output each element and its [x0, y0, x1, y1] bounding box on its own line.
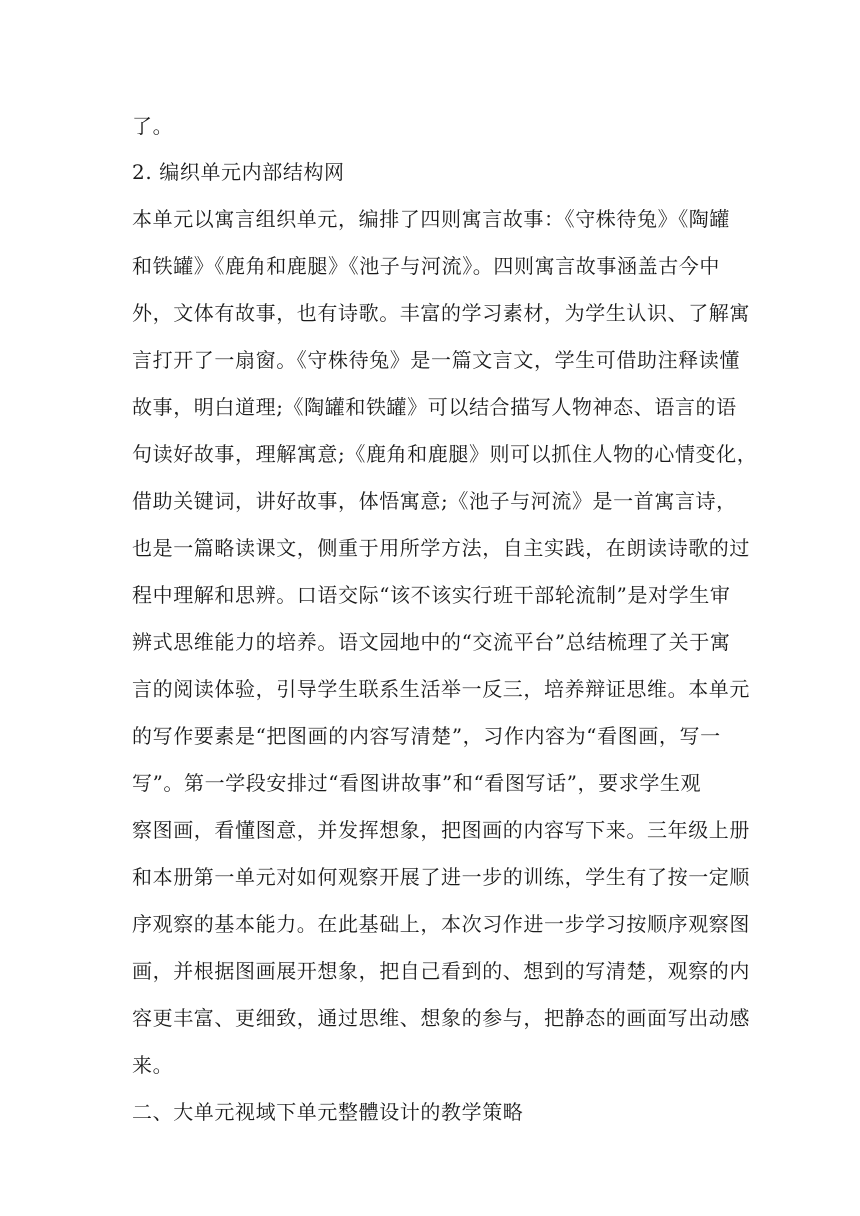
text-line: 来。: [132, 1053, 174, 1077]
text-line: 本单元以寓言组织单元，编排了四则寓言故事：《守株待兔》《陶罐: [132, 207, 730, 231]
text-line: 句读好故事，理解寓意;《鹿角和鹿腿》则可以抓住人物的心情变化，: [132, 442, 758, 466]
text-line: 辨式思维能力的培养。语文园地中的“交流平台”总结梳理了关于寓: [132, 630, 731, 654]
text-line: 程中理解和思辨。口语交际“该不该实行班干部轮流制”是对学生审: [132, 583, 731, 607]
text-line: 故事，明白道理;《陶罐和铁罐》可以结合描写人物神态、语言的语: [132, 395, 737, 419]
text-line: 容更丰富、更细致，通过思维、想象的参与，把静态的画面写出动感: [132, 1006, 750, 1030]
text-line: 画，并根据图画展开想象，把自己看到的、想到的写清楚，观察的内: [132, 959, 750, 983]
text-line: 和铁罐》《鹿角和鹿腿》《池子与河流》。四则寓言故事涵盖古今中: [132, 254, 720, 278]
section-heading: 2. 编织单元内部结构网: [132, 160, 345, 184]
text-line: 言打开了一扇窗。《守株待兔》是一篇文言文，学生可借助注释读懂: [132, 348, 740, 372]
text-line: 了。: [132, 114, 174, 138]
text-line: 借助关键词，讲好故事，体悟寓意;《池子与河流》是一首寓言诗，: [132, 489, 737, 513]
section-heading: 二、大单元视域下单元整體设计的教学策略: [132, 1100, 524, 1124]
text-line: 和本册第一单元对如何观察开展了进一步的训练，学生有了按一定顺: [132, 865, 750, 889]
text-line: 写”。第一学段安排过“看图讲故事”和“看图写话”，要求学生观: [132, 771, 702, 795]
text-line: 序观察的基本能力。在此基础上，本次习作进一步学习按顺序观察图: [132, 912, 750, 936]
text-line: 言的阅读体验，引导学生联系生活举一反三，培养辩证思维。本单元: [132, 677, 750, 701]
text-line: 也是一篇略读课文，侧重于用所学方法，自主实践，在朗读诗歌的过: [132, 536, 750, 560]
text-line: 外，文体有故事，也有诗歌。丰富的学习素材，为学生认识、了解寓: [132, 301, 750, 325]
text-line: 的写作要素是“把图画的内容写清楚”，习作内容为“看图画，写一: [132, 724, 721, 748]
text-line: 察图画，看懂图意，并发挥想象，把图画的内容写下来。三年级上册: [132, 818, 750, 842]
